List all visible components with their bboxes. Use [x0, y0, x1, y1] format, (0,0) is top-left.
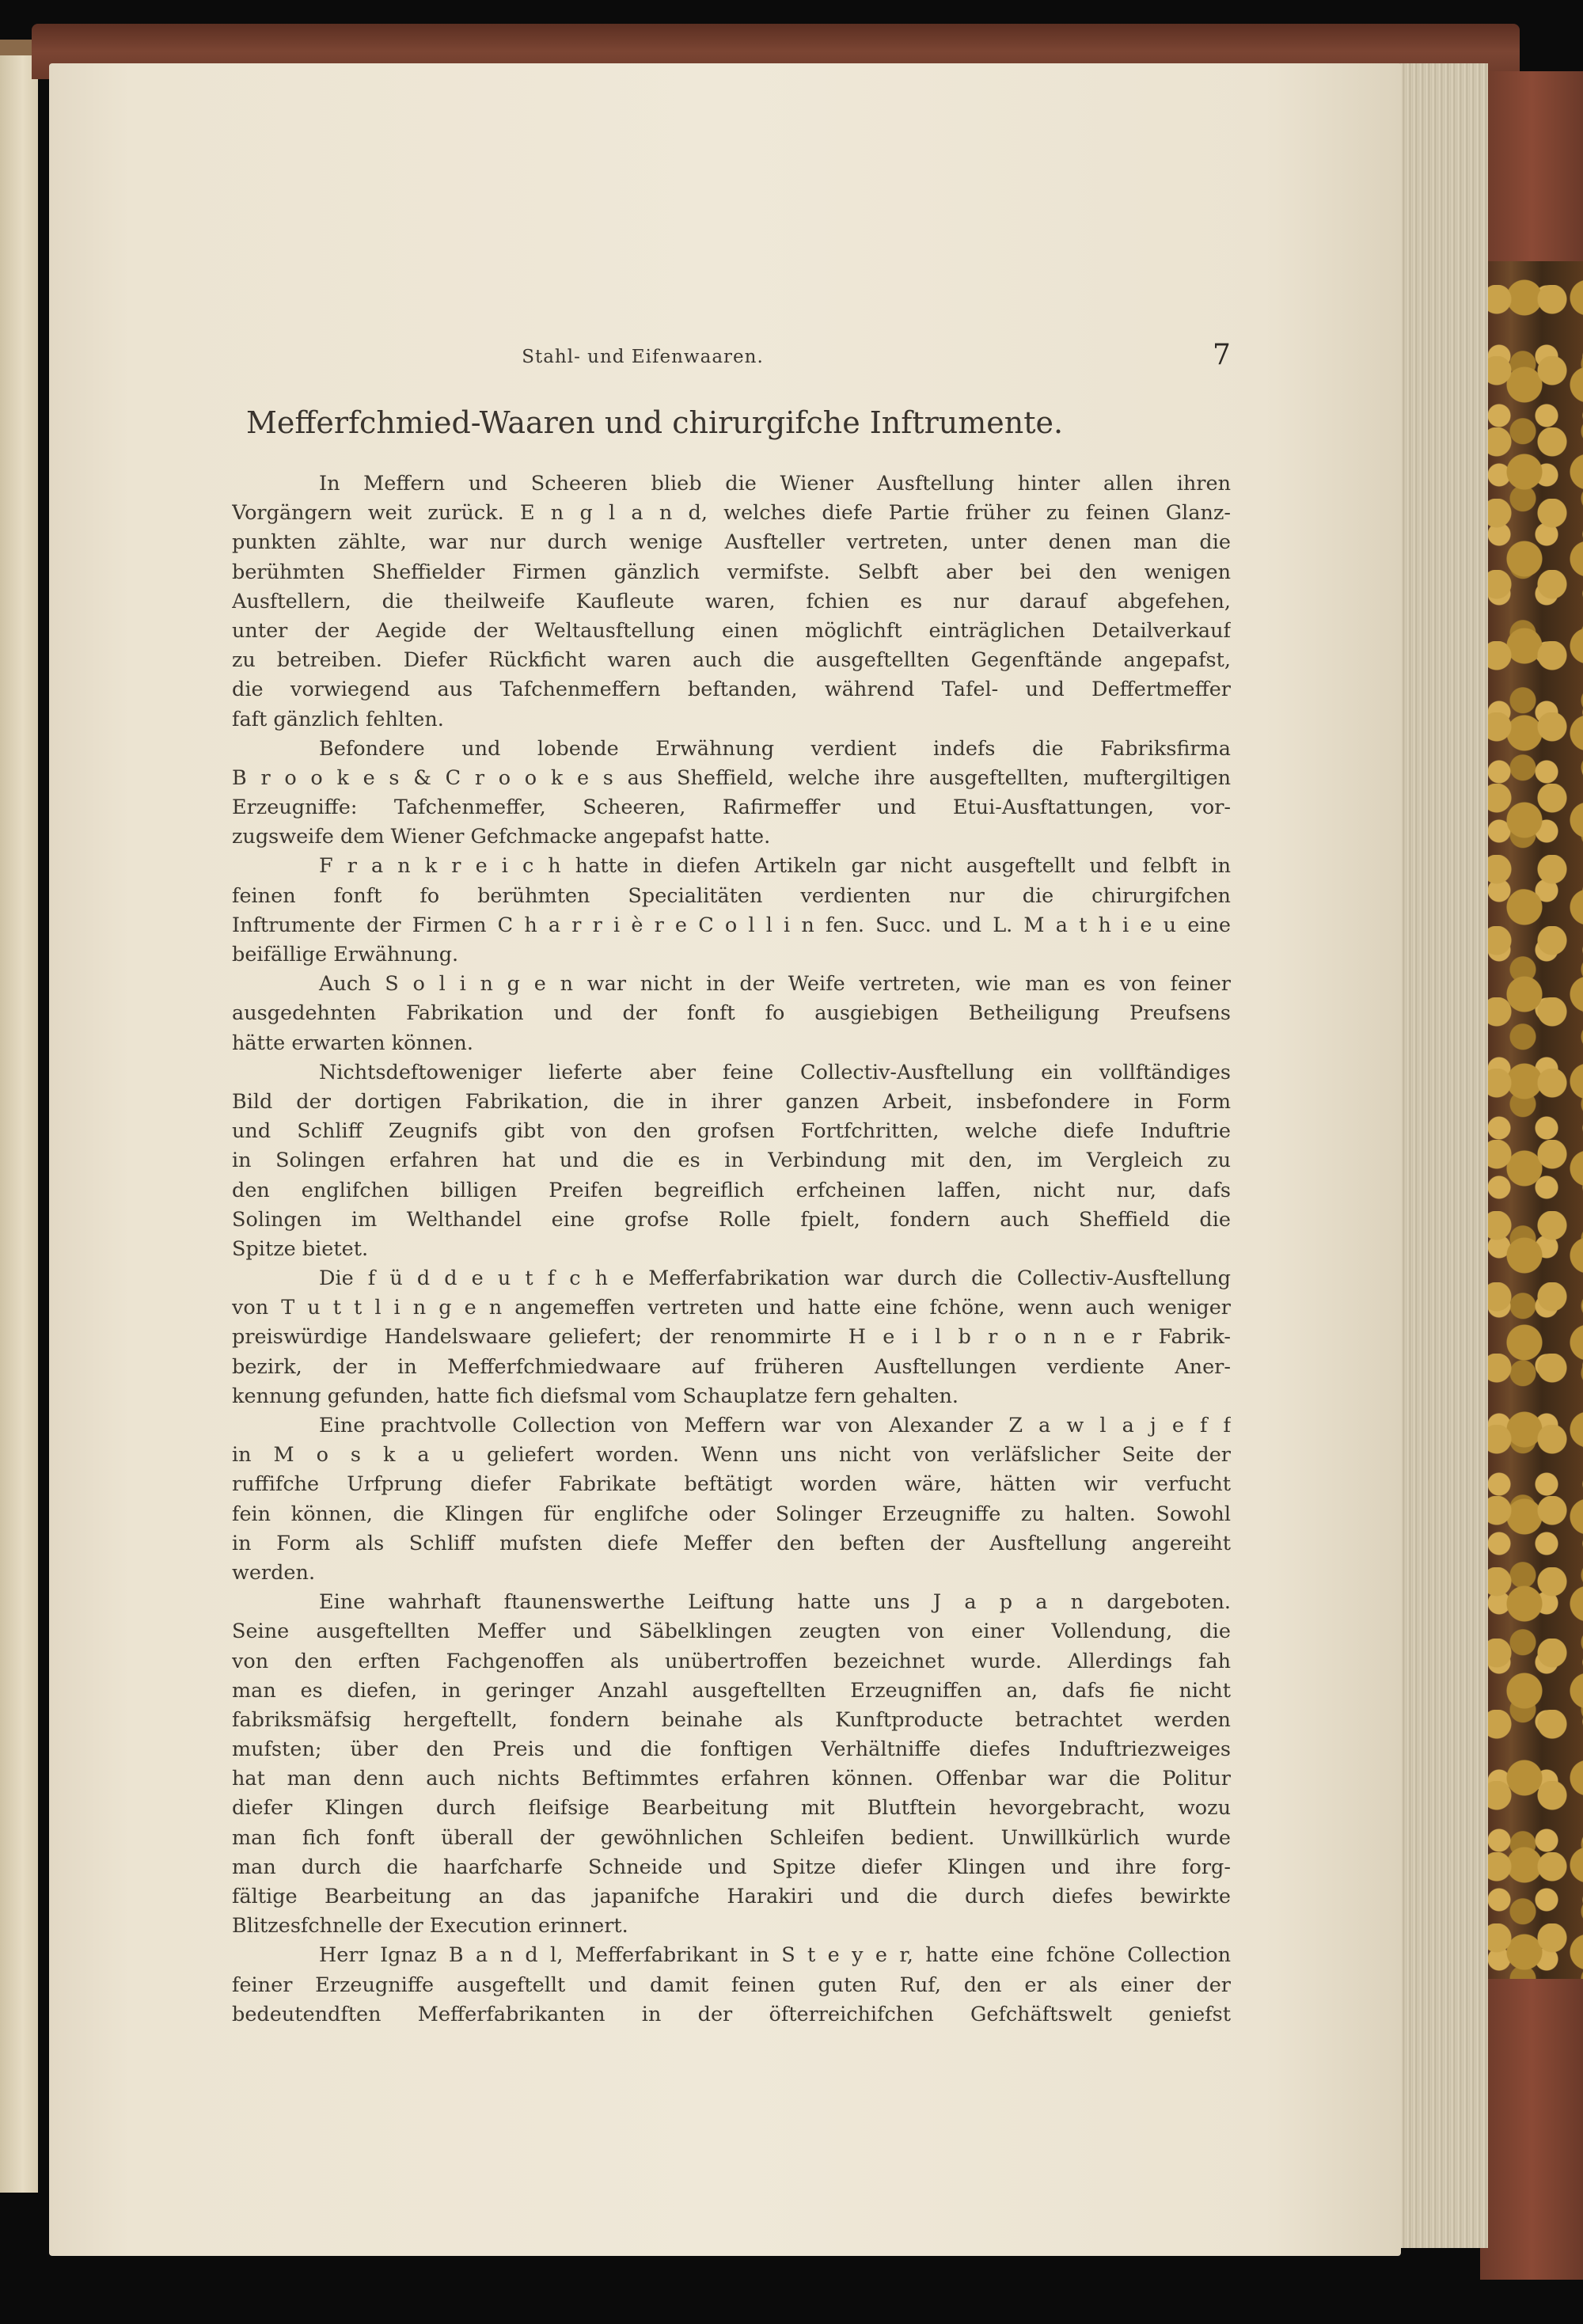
text-line: fabriksmäfsig hergeftellt, fondern beinahe als Kunftproducte betrachtet werden [232, 1707, 1231, 1732]
text-line: feiner Erzeugniffe ausgeftellt und damit feinen guten Ruf, den er als einer der [232, 1973, 1231, 1997]
text-line: Erzeugniffe: Tafchenmeffer, Scheeren, Rafirmeffer und Etui-Ausftattungen, vor- [232, 796, 1231, 820]
text-line: und Schliff Zeugnifs gibt von den grofsen Fortfchritten, welche diefe Induftrie [232, 1119, 1231, 1144]
text-line: feinen fonft fo berühmten Specialitäten verdienten nur die chirurgifchen [232, 883, 1231, 908]
text-line: von T u t t l i n g e n angemeffen vertreten und hatte eine fchöne, wenn auch weniger [232, 1296, 1231, 1320]
text-line: Ausftellern, die theilweife Kaufleute waren, fchien es nur darauf abgefehen, [232, 589, 1231, 613]
text-line: Spitze bietet. [232, 1236, 369, 1261]
previous-page-sliver [0, 55, 38, 2193]
text-line: in Form als Schliff mufsten diefe Meffer den beften der Ausftellung angereiht [232, 1531, 1231, 1555]
page-stack-edge [1393, 63, 1488, 2248]
cover-leather-band-bottom [1480, 1979, 1583, 2280]
chapter-title: Mefferfchmied-Waaren und chirurgifche Inftrumente. [245, 405, 1064, 440]
text-line: Nichtsdeftoweniger lieferte aber feine Collectiv-Ausftellung ein vollftändiges [319, 1060, 1231, 1084]
text-line: man fich fonft überall der gewöhnlichen Schleifen bedient. Unwillkürlich wurde [232, 1825, 1231, 1850]
text-line: Bild der dortigen Fabrikation, die in ihrer ganzen Arbeit, insbefondere in Form [232, 1089, 1231, 1114]
text-line: in M o s k a u geliefert worden. Wenn uns nicht von verläfslicher Seite der [232, 1443, 1231, 1468]
page-number: 7 [1213, 339, 1231, 371]
text-line: Inftrumente der Firmen C h a r r i è r e C o l l i n fen. Succ. und L. M a t h i e u eine [232, 913, 1231, 937]
running-head: Stahl- und Eifenwaaren. [522, 347, 764, 367]
text-line: bedeutendften Mefferfabrikanten in der öfterreichifchen Gefchäftswelt geniefst [232, 2002, 1231, 2026]
text-line: Auch S o l i n g e n war nicht in der Weife vertreten, wie man es von feiner [319, 972, 1231, 997]
text-line: F r a n k r e i c h hatte in diefen Artikeln gar nicht ausgeftellt und felbft in [319, 854, 1231, 879]
text-line: zugsweife dem Wiener Gefchmacke angepafst hatte. [232, 825, 771, 849]
text-line: in Solingen erfahren hat und die es in Verbindung mit den, im Vergleich zu [232, 1149, 1231, 1173]
text-line: bezirk, der in Mefferfchmiedwaare auf früheren Ausftellungen verdiente Aner- [232, 1354, 1231, 1379]
text-line: mufsten; über den Preis und die fonftigen Verhältniffe diefes Induftriezweiges [232, 1737, 1231, 1762]
text-line: fein können, die Klingen für englifche oder Solinger Erzeugniffe zu halten. Sowohl [232, 1502, 1231, 1526]
text-line: Eine wahrhaft ftaunenswerthe Leiftung hatte uns J a p a n dargeboten. [319, 1590, 1231, 1615]
text-line: hätte erwarten können. [232, 1031, 473, 1055]
text-line: berühmten Sheffielder Firmen gänzlich vermifste. Selbft aber bei den wenigen [232, 560, 1231, 584]
text-line: hat man denn auch nichts Beftimmtes erfahren können. Offenbar war die Politur [232, 1767, 1231, 1791]
text-line: Seine ausgeftellten Meffer und Säbelklingen zeugten von einer Vollendung, die [232, 1620, 1231, 1644]
text-line: von den erften Fachgenoffen als unübertroffen bezeichnet wurde. Allerdings fah [232, 1649, 1231, 1673]
text-line: ausgedehnten Fabrikation und der fonft fo ausgiebigen Betheiligung Preufsens [232, 1001, 1231, 1026]
text-line: Vorgängern weit zurück. E n g l a n d, welches diefe Partie früher zu feinen Glanz- [232, 501, 1231, 526]
text-line: man durch die haarfcharfe Schneide und Spitze diefer Klingen und ihre forg- [232, 1855, 1231, 1879]
text-line: den englifchen billigen Preifen begreiflich erfcheinen laffen, nicht nur, dafs [232, 1178, 1231, 1202]
text-line: beifällige Erwähnung. [232, 943, 459, 966]
marbled-cover [1480, 71, 1583, 2272]
text-line: man es diefen, in geringer Anzahl ausgeftellten Erzeugniffen an, dafs fie nicht [232, 1678, 1231, 1703]
text-line: zu betreiben. Diefer Rückficht waren auch die ausgeftellten Gegenftände angepafst, [232, 648, 1231, 673]
cover-leather-band-top [1480, 71, 1583, 261]
text-line: die vorwiegend aus Tafchenmeffern beftanden, während Tafel- und Deffertmeffer [232, 678, 1231, 702]
text-line: ruffifche Urfprung diefer Fabrikate beftätigt worden wäre, hätten wir verfucht [232, 1472, 1231, 1497]
text-line: werden. [232, 1560, 316, 1585]
text-line: In Meffern und Scheeren blieb die Wiener Ausftellung hinter allen ihren [319, 472, 1231, 496]
text-line: faft gänzlich fehlten. [232, 707, 444, 731]
book-page [49, 63, 1401, 2256]
text-line: diefer Klingen durch fleifsige Bearbeitung mit Blutftein hevorgebracht, wozu [232, 1796, 1231, 1821]
text-line: Herr Ignaz B a n d l, Mefferfabrikant in S t e y e r, hatte eine fchöne Collection [319, 1943, 1231, 1968]
text-line: preiswürdige Handelswaare geliefert; der renommirte H e i l b r o n n e r Fabrik- [232, 1325, 1231, 1350]
text-line: fältige Bearbeitung an das japanifche Harakiri und die durch diefes bewirkte [232, 1885, 1231, 1908]
text-line: unter der Aegide der Weltausftellung einen möglichft einträglichen Detailverkauf [232, 618, 1231, 643]
body-text [232, 469, 1231, 2084]
text-line: punkten zählte, war nur durch wenige Ausfteller vertreten, unter denen man die [232, 530, 1231, 555]
text-line: B r o o k e s & C r o o k e s aus Sheffield, welche ihre ausgeftellten, muftergiltigen [232, 765, 1231, 790]
text-line: Blitzesfchnelle der Execution erinnert. [232, 1914, 628, 1939]
text-line: kennung gefunden, hatte fich diefsmal vom Schauplatze fern gehalten. [232, 1384, 959, 1408]
text-line: Die f ü d d e u t f c h e Mefferfabrikation war durch die Collectiv-Ausftellung [319, 1266, 1231, 1291]
text-line: Befondere und lobende Erwähnung verdient indefs die Fabriksfirma [319, 736, 1231, 761]
text-line: Eine prachtvolle Collection von Meffern war von Alexander Z a w l a j e f f [319, 1414, 1231, 1437]
text-line: Solingen im Welthandel eine grofse Rolle fpielt, fondern auch Sheffield die [232, 1207, 1231, 1232]
